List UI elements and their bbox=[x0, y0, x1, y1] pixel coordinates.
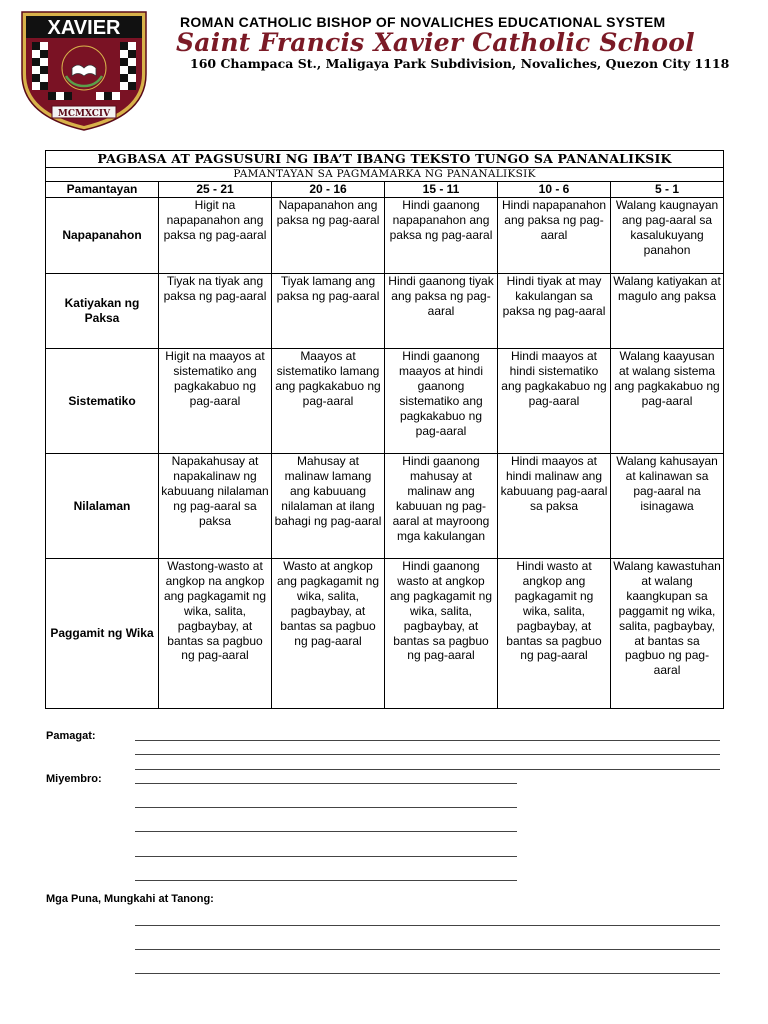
comment-line[interactable] bbox=[135, 949, 720, 950]
rubric-cell: Wastong-wasto at angkop na angkop ang pagkagamit ng wika, salita, pagbaybay, at bantas sa pagbuo ng pag-aaral bbox=[159, 559, 272, 709]
comment-line[interactable] bbox=[135, 925, 720, 926]
rubric-cell: Higit na maayos at sistematiko ang pagkakabuo ng pag-aaral bbox=[159, 349, 272, 454]
member-line[interactable] bbox=[135, 783, 517, 784]
school-address: 160 Champaca St., Maligaya Park Subdivision, Novaliches, Quezon City 1118 bbox=[190, 56, 730, 71]
member-line[interactable] bbox=[135, 880, 517, 881]
member-line[interactable] bbox=[135, 807, 517, 808]
rubric-cell: Walang kawastuhan at walang kaangkupan sa paggamit ng wika, salita, pagbaybay, at bantas sa pagbuo ng pag-aaral bbox=[611, 559, 724, 709]
rubric-subtitle: PAMANTAYAN SA PAGMAMARKA NG PANANALIKSIK bbox=[46, 168, 724, 182]
rubric-subtitle-row bbox=[46, 168, 724, 182]
rubric-cell: Hindi wasto at angkop ang pagkagamit ng wika, salita, pagbaybay, at bantas sa pagbuo ng pag-aaral bbox=[498, 559, 611, 709]
rubric-cell: Walang kaugnayan ang pag-aaral sa kasalukuyang panahon bbox=[611, 198, 724, 274]
column-header: 5 - 1 bbox=[611, 182, 724, 198]
member-line[interactable] bbox=[135, 831, 517, 832]
letterhead bbox=[0, 0, 768, 140]
title-line[interactable] bbox=[135, 740, 720, 741]
rubric-cell: Tiyak na tiyak ang paksa ng pag-aaral bbox=[159, 274, 272, 349]
rubric-cell: Hindi gaanong mahusay at malinaw ang kabuuan ng pag-aaral at mayroong mga kakulangan bbox=[385, 454, 498, 559]
rubric-row bbox=[46, 274, 724, 349]
rubric-cell: Walang kaayusan at walang sistema ang pagkakabuo ng pag-aaral bbox=[611, 349, 724, 454]
rubric-row bbox=[46, 349, 724, 454]
rubric-cell: Tiyak lamang ang paksa ng pag-aaral bbox=[272, 274, 385, 349]
column-header: 10 - 6 bbox=[498, 182, 611, 198]
rubric-cell: Maayos at sistematiko lamang ang pagkakabuo ng pag-aaral bbox=[272, 349, 385, 454]
rubric-cell: Hindi gaanong napapanahon ang paksa ng pag-aaral bbox=[385, 198, 498, 274]
comments-label: Mga Puna, Mungkahi at Tanong: bbox=[46, 893, 214, 905]
column-header: Pamantayan bbox=[46, 182, 159, 198]
rubric-cell: Hindi gaanong maayos at hindi gaanong sistematiko ang pagkakabuo ng pag-aaral bbox=[385, 349, 498, 454]
rubric-cell: Hindi gaanong tiyak ang paksa ng pag-aaral bbox=[385, 274, 498, 349]
rubric-title: PAGBASA AT PAGSUSURI NG IBA’T IBANG TEKSTO TUNGO SA PANANALIKSIK bbox=[46, 151, 724, 168]
members-label: Miyembro: bbox=[46, 773, 102, 785]
comment-line[interactable] bbox=[135, 973, 720, 974]
rubric-cell: Wasto at angkop ang pagkagamit ng wika, salita, pagbaybay, at bantas sa pagbuo ng pag-aaral bbox=[272, 559, 385, 709]
school-name: Saint Francis Xavier Catholic School bbox=[176, 28, 695, 57]
rubric-cell: Napapanahon ang paksa ng pag-aaral bbox=[272, 198, 385, 274]
rubric-cell: Hindi napapanahon ang paksa ng pag-aaral bbox=[498, 198, 611, 274]
rubric-row bbox=[46, 559, 724, 709]
school-crest-logo bbox=[20, 10, 148, 132]
crest-name-text: XAVIER bbox=[47, 17, 121, 39]
criterion-label: Sistematiko bbox=[46, 349, 159, 454]
criterion-label: Napapanahon bbox=[46, 198, 159, 274]
member-line[interactable] bbox=[135, 856, 517, 857]
criterion-label: Katiyakan ng Paksa bbox=[46, 274, 159, 349]
column-header: 25 - 21 bbox=[159, 182, 272, 198]
column-header: 20 - 16 bbox=[272, 182, 385, 198]
scoring-rubric-table bbox=[45, 150, 724, 709]
title-line[interactable] bbox=[135, 769, 720, 770]
educational-system-name: ROMAN CATHOLIC BISHOP OF NOVALICHES EDUCATIONAL SYSTEM bbox=[180, 14, 666, 30]
rubric-cell: Walang kahusayan at kalinawan sa pag-aaral na isinagawa bbox=[611, 454, 724, 559]
rubric-cell: Hindi maayos at hindi sistematiko ang pagkakabuo ng pag-aaral bbox=[498, 349, 611, 454]
rubric-title-row bbox=[46, 151, 724, 168]
rubric-row bbox=[46, 454, 724, 559]
rubric-cell: Napakahusay at napakalinaw ng kabuuang nilalaman ng pag-aaral sa paksa bbox=[159, 454, 272, 559]
rubric-cell: Mahusay at malinaw lamang ang kabuuang nilalaman at ilang bahagi ng pag-aaral bbox=[272, 454, 385, 559]
crest-year-text: MCMXCIV bbox=[57, 109, 111, 119]
rubric-row bbox=[46, 198, 724, 274]
criterion-label: Paggamit ng Wika bbox=[46, 559, 159, 709]
rubric-cell: Higit na napapanahon ang paksa ng pag-aaral bbox=[159, 198, 272, 274]
criterion-label: Nilalaman bbox=[46, 454, 159, 559]
rubric-cell: Hindi maayos at hindi malinaw ang kabuuang pag-aaral sa paksa bbox=[498, 454, 611, 559]
column-header: 15 - 11 bbox=[385, 182, 498, 198]
rubric-cell: Hindi tiyak at may kakulangan sa paksa ng pag-aaral bbox=[498, 274, 611, 349]
title-label: Pamagat: bbox=[46, 730, 96, 742]
title-line[interactable] bbox=[135, 754, 720, 755]
rubric-header-row bbox=[46, 182, 724, 198]
rubric-cell: Hindi gaanong wasto at angkop ang pagkagamit ng wika, salita, pagbaybay, at bantas sa pagbuo ng pag-aaral bbox=[385, 559, 498, 709]
rubric-cell: Walang katiyakan at magulo ang paksa bbox=[611, 274, 724, 349]
